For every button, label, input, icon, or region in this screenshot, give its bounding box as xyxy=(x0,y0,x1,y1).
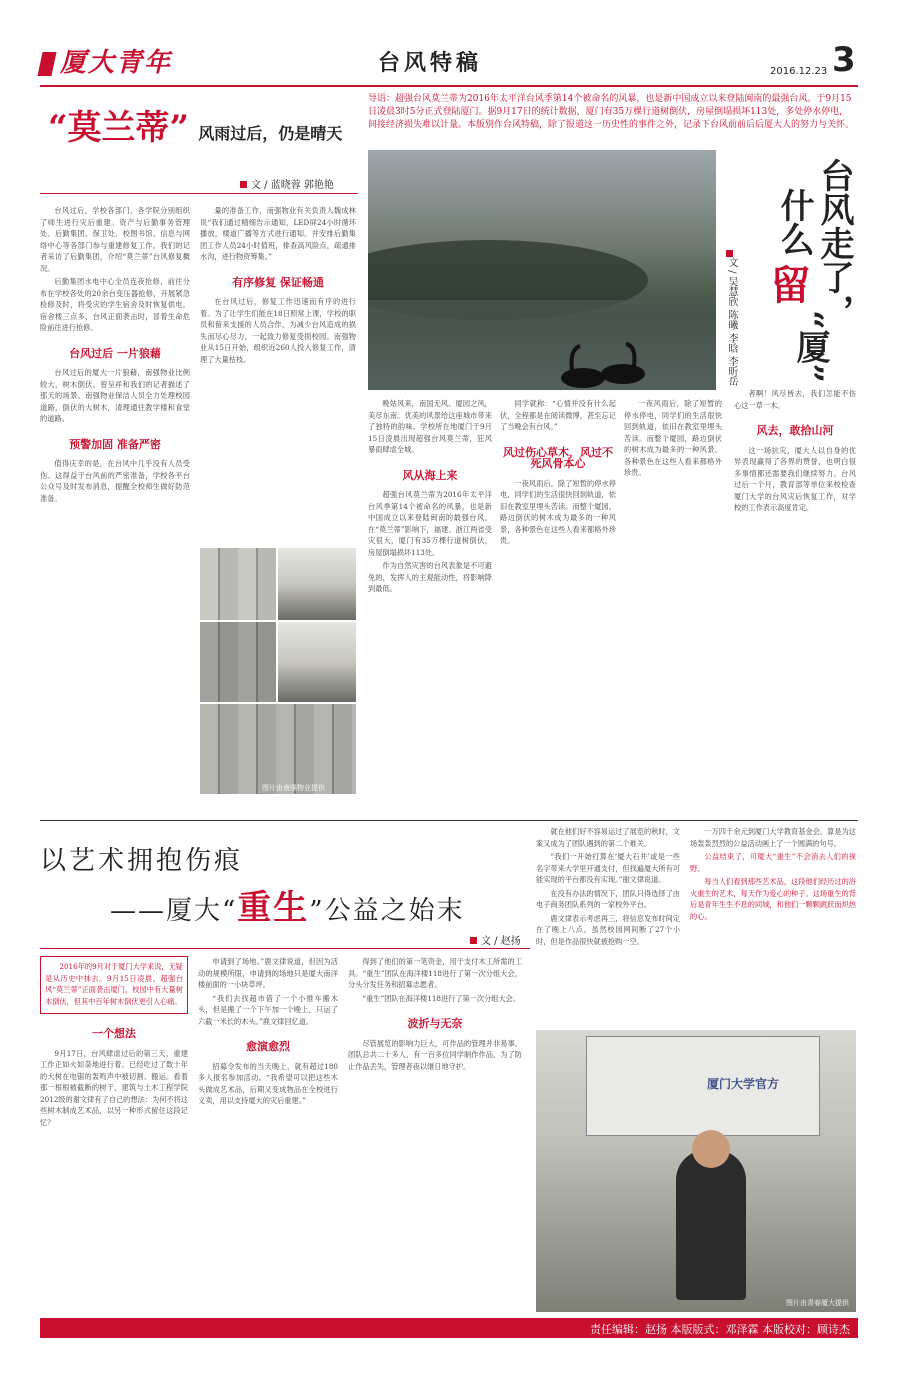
subhead: 预警加固 准备严密 xyxy=(69,437,161,451)
subhead: 风从海上来 xyxy=(402,468,458,482)
article1-header xyxy=(48,100,358,149)
speaker-figure xyxy=(676,1150,746,1300)
paragraph: 2016年的9月对于厦门大学来说，无疑是从历史中抹去。9月15日凌晨，超强台风“莫兰蒂”正面袭击厦门，校园中有大量树木倒伏，但其中百年树木倒伏更引人心痛。 xyxy=(45,962,183,1006)
article2-column-3 xyxy=(624,398,722,816)
photo-damaged-building xyxy=(200,548,276,620)
issue-date: 2016.12.23 xyxy=(770,66,828,77)
article2-byline xyxy=(724,250,739,386)
subhead: 一个想法 xyxy=(92,1027,136,1040)
byline-marker-icon xyxy=(726,250,733,257)
article2-column-4 xyxy=(734,388,856,816)
photo-broken-window xyxy=(200,704,356,794)
article3-title-suffix: ”公益之始末 xyxy=(309,896,465,926)
paragraph: 值得庆幸的是，在台风中几乎没有人员受伤。这得益于台风前的严密准备，学校各平台公众号及时发布消息，提醒全校师生做好防范准备。 xyxy=(40,459,190,503)
article1-column-1 xyxy=(40,205,190,815)
article3-rule xyxy=(40,948,530,949)
article3-column-4 xyxy=(536,826,680,1026)
paragraph: 同学就称：“心情并没有什么起伏，全程都是在阅读微博，甚至忘记了当晚会有台风。” xyxy=(500,399,616,431)
paragraph: 一万四千余元到厦门大学教育基金会。算是为这场轰轰烈烈的公益活动画上了一个圆满的句号。 xyxy=(690,827,856,848)
subhead: 台风过后 一片狼藉 xyxy=(69,346,161,360)
byline-marker-icon xyxy=(240,181,247,188)
article3-column-5 xyxy=(690,826,856,1026)
article1-column-2 xyxy=(200,205,356,545)
byline-marker-icon xyxy=(470,937,477,944)
article3-column-3 xyxy=(348,956,522,1312)
lead-paragraph: 导语：超强台风莫兰蒂为2016年太平洋台风季第14个被命名的风暴，也是新中国成立以来登陆闽南的最强台风。于9月15日凌晨3时5分正式登陆厦门。据9月17日的统计数据，厦门有35万棵行道树倒伏，房屋倒塌损坏113处，多处停水停电，间接经济损失难以计量。本版别作台风特稿，除了报道这一历史性的事件之外，记录下台风前前后后厦大人的努力与关怀。 xyxy=(368,94,855,130)
paragraph: 得到了他们的第一笔资金，用于支付木工所需的工具。“重生”团队在海洋楼118进行了第一次分组大会，分头分发任务和招募志愿者。 xyxy=(348,957,522,989)
article3-byline xyxy=(470,932,521,947)
photo-speaker xyxy=(536,1030,856,1312)
article1-byline xyxy=(240,176,334,191)
article2-author: 文 / 吴慧欣 陈曦 李晗 李昕岳 xyxy=(726,257,737,387)
event-banner xyxy=(586,1036,820,1136)
header-rule xyxy=(40,85,858,87)
paragraph: 后勤集团水电中心全员连夜抢修，前往分布在学校各处的20余台变压器抢修，开展紧急检修及时，将受灾的学生宿舍及时恢复供电。宿舍楼三点多，台风正面袭击时，冒着生命危险前往进行抢修。 xyxy=(40,277,190,332)
paragraph: 9月17日，台风肆虐过后的第三天，重建工作正如火如荼地进行着。已经吃过了数十年的大树在电锯的轰鸣声中被切割、搬运。看着那一根根被截断的树干，建筑与土木工程学院2012级的谢文律有了自己的想法：为何不将这些树木制成艺术品，以另一种形式留住这段记忆？ xyxy=(40,1048,188,1127)
article3-title-line1: 以艺术拥抱伤痕 xyxy=(40,846,244,876)
logo-flame-icon xyxy=(37,52,56,76)
paragraph: 申请到了场地。”鹿文律说道，但因为活动的规模所限，申请到的场地只是厦大南洋楼前面的一小块草坪。 xyxy=(198,957,338,989)
paragraph: 一夜风雨后，除了短暂的停水停电，同学们的生活很快回到轨道，依旧在教室里埋头苦读。而整个厦园，路边倒伏的树木成为最多的一种风景，各种景色在这些人看来都格外珍贵。 xyxy=(624,399,722,477)
masthead-logo xyxy=(40,42,172,79)
article2-title-part2: 什么 xyxy=(774,188,814,256)
section-divider xyxy=(40,820,858,821)
photo-caption: 图片由青春厦大提供 xyxy=(786,1299,849,1307)
paragraph: 超强台风莫兰蒂为2016年太平洋台风季第14个被命名的风暴，也是新中国成立以来登陆闽南的最强台风，在“莫兰蒂”影响下，福建、浙江两省受灾很大，厦门有35万棵行道树倒伏，房屋倒塌损坏113处。 xyxy=(368,490,492,557)
paragraph: 尽管展览的影响力巨大，可作品的管理并非易事。团队总共二十多人，有一百多位同学制作作品，为了防止作品丢失，管理者夜以继日地守护。 xyxy=(348,1038,522,1071)
photo-collapsed-corridor xyxy=(278,548,356,620)
article2-column-1 xyxy=(368,398,492,816)
article2-column-2 xyxy=(500,398,616,816)
paragraph: 者啊！风尽皆去，我们怎能不伤心这一草一木。 xyxy=(734,389,856,410)
paragraph: 晚姑风来，南国无风。厦园之风，美尽东南。优美的风景给这座城市带来了独特的韵味。学校所在地厦门于9月15日凌晨出现超强台风莫兰蒂，狂风暴雨肆虐全城。 xyxy=(368,399,492,454)
photo-interior xyxy=(278,622,356,702)
paragraph: 台风过后的厦大一片狼藉，南强物业比例较大，树木倒伏。曾呈祥和我们的记者描述了那天的场景。南强物业保洁人员全力处理校园道路，倒伏的大树木，清理通往教学楼和食堂的道路。 xyxy=(40,368,190,423)
subhead: 波折与无奈 xyxy=(407,1017,463,1030)
article2-title-part4 xyxy=(786,310,835,383)
paragraph: 台风过后，学校各部门、各学院分别组织了师生进行灾后重建。资产与后勤事务管理处、后勤集团、保卫处、校图书馆、信息与网络中心等各部门参与重建修复工作。我们的记者采访了后勤集团，介绍“莫兰蒂”台风修复概况。 xyxy=(40,206,190,273)
article1-author: 文 / 蓝晓蓉 郭艳艳 xyxy=(251,180,334,191)
article2-title-part3: 留 xyxy=(764,264,811,304)
paragraph: 在台风过后，修复工作迅速而有序的进行着。为了让学生们能在18日照常上课，学校的职员和留来支援的人员合作，为减少台风造成的损失而尽心尽力，一起致力修复受损校园。南强物业从15日开始，组织近260人投入修复工作，清理了大量枯枝。 xyxy=(200,297,356,364)
paragraph: 在没有办法的情况下，团队只得选择了由电子商务团队系列的一家校外平台。 xyxy=(536,888,680,909)
article3-title-prefix: ——厦大“ xyxy=(110,896,238,926)
logo-text: 厦大青年 xyxy=(60,48,173,78)
photo-lake-swans xyxy=(368,150,716,390)
paragraph: 作为自然灾害的台风表象是不可避免的，发挥人的主观能动性，将影响降到最低。 xyxy=(368,561,492,593)
paragraph: 就在他们好不容易运过了展览的秋时，文案又成为了团队遇到的第二个难关。 xyxy=(536,827,680,848)
article2-title-part1: 台风走了， xyxy=(814,158,854,328)
article1-rule xyxy=(40,193,358,194)
article3-title-line2 xyxy=(110,880,465,929)
paragraph: 量的准备工作，南强物业有关负责人魏成林说“我们通过精细告示通知，LED屏24小时循环播放，楼道广播等方式进行通知。并安排后勤集团工作人员24小时值班，排查高风险点，疏通排水沟，进行物资筹集。” xyxy=(200,206,356,261)
article1-title-main: “莫兰蒂” xyxy=(48,108,190,148)
article3-column-2 xyxy=(198,956,338,1312)
subhead: 风过伤心草木，风过不死风骨本心 xyxy=(503,445,613,470)
paragraph: “重生”团队在海洋楼118进行了第一次分组大会。 xyxy=(362,993,521,1003)
speaker-head xyxy=(692,1130,730,1168)
subhead: 风去，敢拾山河 xyxy=(756,424,834,437)
article3-author: 文 / 赵扬 xyxy=(481,936,521,947)
page-number: 3 xyxy=(832,40,856,80)
article3-column-1 xyxy=(40,956,188,1312)
subhead: 有序修复 保证畅通 xyxy=(232,275,324,289)
footer-credits: 责任编辑：赵扬 本版版式：邓泽霖 本版校对：顾诗杰 xyxy=(590,1323,850,1336)
article1-title-sub: 风雨过后，仍是晴天 xyxy=(198,124,343,143)
paragraph: 鹿文律表示考虑再三，将信息发布时间定在了晚上八点。虽然校园网间断了27个小时，但是作品很快就被抢购一空。 xyxy=(536,913,680,946)
swans-illustration xyxy=(368,150,716,390)
photo-credit: 图片由南强物业提供 xyxy=(262,784,325,792)
paragraph: 一夜风雨后，除了短暂的停水停电，同学们的生活很快回到轨道，依旧在教室里埋头苦读。而整个厦园，路边倒伏的树木成为最多的一种风景，各种景色在这些人看来都格外珍贵。 xyxy=(500,478,616,545)
paragraph: 每当人们看到那些艺术品，这段他们经历过的浴火重生的艺术，每天作为爱心的种子。这场重生的背后是青年生生不息的同城，和他们一颗颗跳跃而炽热的心。 xyxy=(690,877,856,921)
subhead: 愈演愈烈 xyxy=(246,1040,290,1053)
paragraph: 招募令发布的当天晚上，就有超过180多人报名参加活动。“我希望可以把这些木头做成艺术品，后期又变成物品在全校进行义卖，用以支持厦大的灾后重建。” xyxy=(198,1061,338,1105)
paragraph: 公益结束了，可厦大“重生”不会消去人们的视野。 xyxy=(690,852,856,873)
section-title: 台风特稿 xyxy=(378,50,483,76)
article3-intro-box xyxy=(40,956,188,1014)
paragraph: 这一场抗灾，厦大人以自身的优异表现赢得了各界的赞誉，也明白很多事情都还需要我们继续努力。台风过后一个月，教育部等单位来校检查厦门大学的台风灾后恢复工作，对学校的工作表示高度肯定。 xyxy=(734,445,856,512)
article3-title-highlight: 重生 xyxy=(237,888,310,928)
paragraph: “我们一开始打算在‘厦大石井’或是一些名字带来大学里开通支付，但找遍厦大所有可能实现的平台都没有实现。”谢文律说道。 xyxy=(536,852,680,884)
article2-title-xia: “厦” xyxy=(790,310,830,384)
photo-corridor xyxy=(200,622,276,702)
banner-label: 厦门大学官方 xyxy=(707,1077,780,1091)
paragraph: “我们去找超市借了一个小推车搬木头，但是搬了一个下午加一个晚上，只运了六截一米长的木头。”鹿文律回忆道。 xyxy=(198,993,338,1026)
